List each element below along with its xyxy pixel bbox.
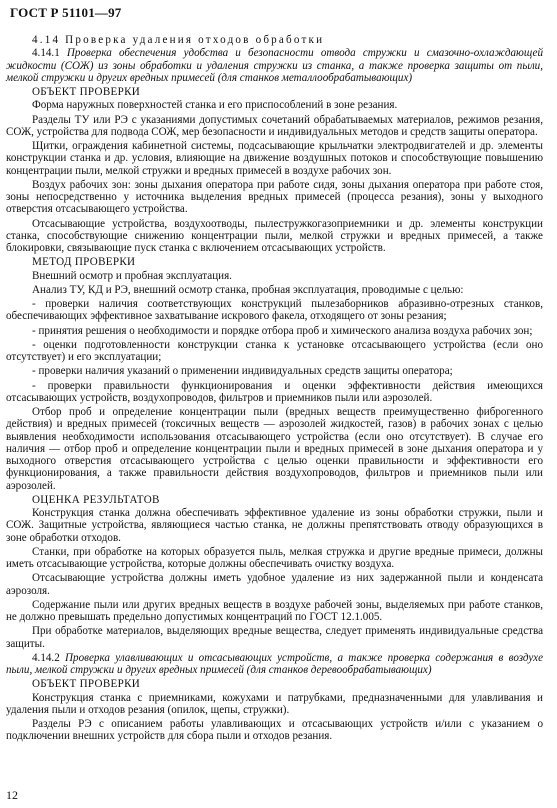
list-item: - принятия решения о необходимости и порядке отбора проб и химического анализа воздуха рабочих зон; [32,324,533,337]
paragraph: Отсасывающие устройства должны иметь удобное удаление из них задержанной пыли и конденсата аэрозоля. [6,572,543,597]
page-number: 12 [6,788,18,802]
paragraph: Разделы ТУ или РЭ с указаниями допустимых сочетаний обрабатываемых материалов, режимов резания, СОЖ, устройства для подвода СОЖ, мер безопасности и индивидуальных методов и средств защиты оператора. [6,113,543,138]
list-item: - проверки наличия соответствующих конструкций пылезаборников абразивно-отрезных станков, обеспечивающих эффективное захватывание искрового факела, отходящего от зоны резания; [6,298,543,323]
paragraph: Содержание пыли или других вредных веществ в воздухе рабочей зоны, выделяемых при работе станков, не должно превышать предельно допустимых концентраций по ГОСТ 12.1.005. [6,598,543,623]
method-heading: МЕТОД ПРОВЕРКИ [32,256,136,269]
paragraph: Разделы РЭ с описанием работы улавливающих и отсасывающих устройств и/или с указанием о подключении внешних устройств для сбора пыли и отходов резания. [6,718,543,743]
list-item: - проверки наличия указаний о применении индивидуальных средств защиты оператора; [32,365,453,378]
section-title: Проверка обеспечения удобства и безопасности отвода стружки и смазочно-охлаждающей жидкости (СОЖ) из зоны обработки и удаления стружки из станка, а также проверка защиты от пыли, мелкой стружки и других вредных примесей (для станков металлообрабатывающих) [6,47,543,84]
paragraph: Воздух рабочих зон: зоны дыхания оператора при работе сидя, зоны дыхания оператора при работе стоя, зоны непосредственно у источника выделения вредных примесей (процесса резания), зоны у выходного отверстия отсасывающего устройства. [6,178,543,216]
paragraph: Отбор проб и определение концентрации пыли (вредных веществ преимущественно фиброгенного действия) и вредных примесей (токсичных веществ — аэрозолей жидкостей, газов) в рабочих зонах с целью выявления необходимости использования отсасывающего устройства (если оно отсутствует). В случае его наличия — отбор проб и определение концентрации пыли и вредных примесей в зоне дыхания оператора и у выходного отверстия отсасывающего устройства с целью оценки правильности и эффективности его функционирования, а также правильности действия воздухопроводов, фильтров и приемников пыли или аэрозолей. [6,406,543,492]
object-heading: ОБЪЕКТ ПРОВЕРКИ [32,86,141,98]
paragraph: Конструкция станка должна обеспечивать эффективное удаление из зоны обработки стружки, пыли и СОЖ. Защитные устройства, являющиеся частью станка, не должны препятствовать отводу образующихся в зоне обработки отходов. [6,507,543,544]
section-number: 4.14.2 [32,651,60,664]
standard-header: ГОСТ Р 51101—97 [10,5,122,20]
list-item: - оценки подготовленности конструкции станка к установке отсасывающего устройства (если оно отсутствует) и его эксплуатации; [6,338,543,363]
section-4-14-title: 4.14 Проверка удаления отходов обработки [32,34,325,46]
paragraph: Внешний осмотр и пробная эксплуатация. [32,269,232,282]
paragraph: Отсасывающие устройства, воздухоотводы, пылестружкогазоприемники и др. элементы конструкции станка, способствующие снижению концентрации пыли, мелкой стружки и вредных примесей, а также блокировки, связывающие пуск станка с включением отсасывающих устройств. [6,217,543,254]
section-number: 4.14.1 [32,47,60,60]
section-4-14-1-heading [6,47,543,84]
result-heading: ОЦЕНКА РЕЗУЛЬТАТОВ [32,493,160,506]
paragraph: При обработке материалов, выделяющих вредные вещества, следует применять индивидуальные средства защиты. [6,625,543,650]
document-body [6,34,543,745]
paragraph: Конструкция станка с приемниками, кожухами и патрубками, предназначенными для улавливания и удаления пыли и отходов резания (опилок, щепы, стружки). [6,691,543,716]
section-4-14-2-heading [6,652,543,677]
list-item: - проверки правильности функционирования и оценки эффективности действия имеющихся отсасывающих устройств, воздухопроводов, фильтров и приемников пыли или аэрозолей. [6,379,543,404]
paragraph: Станки, при обработке на которых образуется пыль, мелкая стружка и другие вредные примеси, должны иметь отсасывающие устройства, которые должны обеспечивать очистку воздуха. [6,545,543,570]
object-heading: ОБЪЕКТ ПРОВЕРКИ [32,678,141,691]
paragraph: Форма наружных поверхностей станка и его приспособлений в зоне резания. [32,99,398,112]
section-title: Проверка улавливающих и отсасывающих устройств, а также проверка содержания в воздухе пыли, мелкой стружки и других вредных примесей (для станков деревообрабатывающих) [6,651,543,676]
paragraph: Анализ ТУ, КД и РЭ, внешний осмотр станка, пробная эксплуатация, проводимые с целью: [32,283,464,296]
paragraph: Щитки, ограждения кабинетной системы, подсасывающие крыльчатки электродвигателей и др. элементы конструкции станка и др. условия, влияющие на движение воздушных потоков и способствующие повышению концентрации пыли, мелкой стружки и вредных примесей в воздухе рабочих зон. [6,140,543,177]
